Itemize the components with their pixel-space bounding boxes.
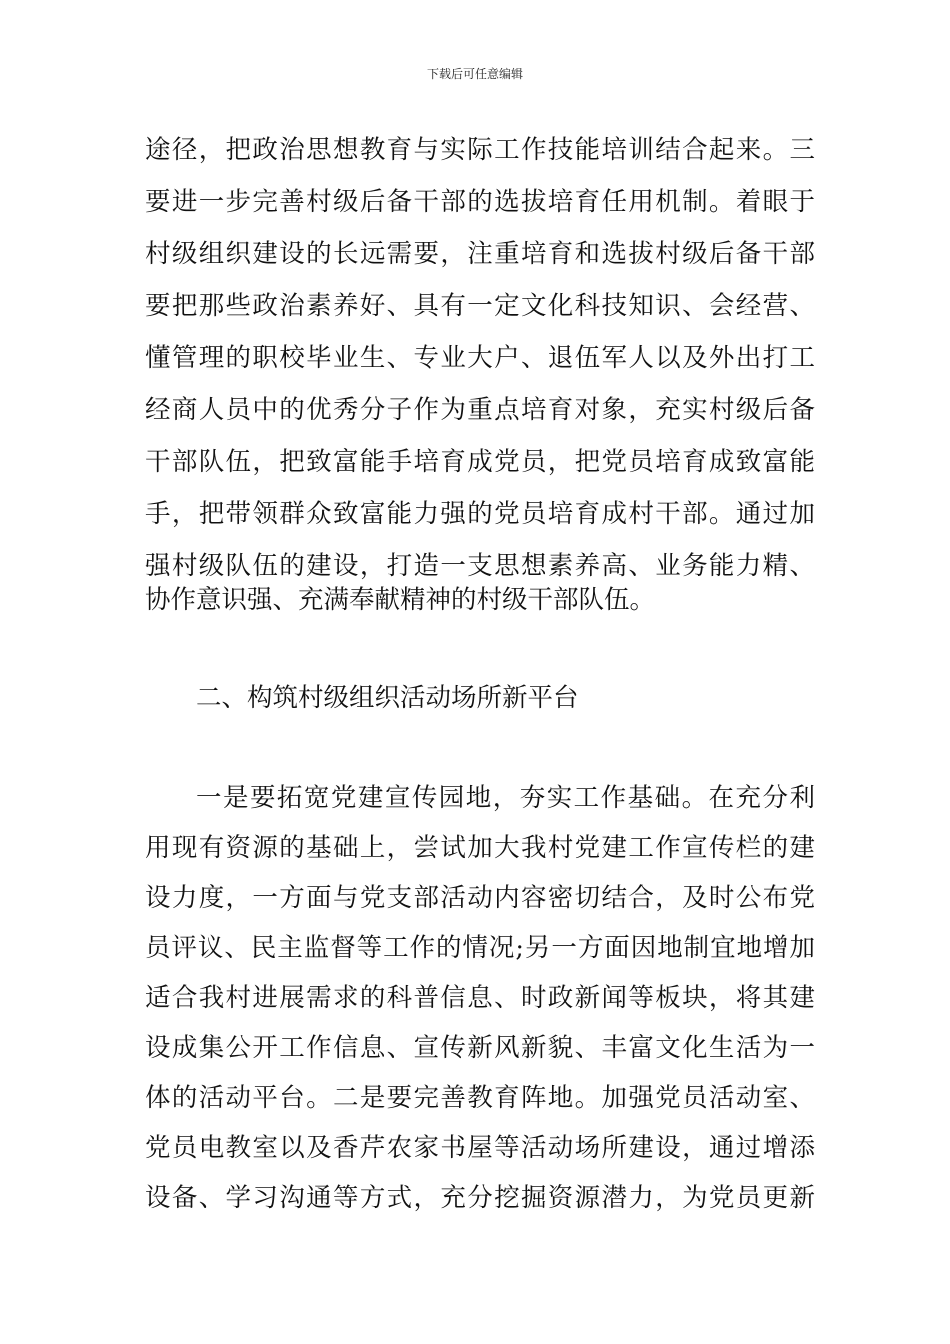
paragraph-1-line: 经商人员中的优秀分子作为重点培育对象，充实村级后备 (145, 395, 815, 425)
paragraph-1-line: 干部队伍，把致富能手培育成党员，把党员培育成致富能 (145, 447, 815, 477)
paragraph-2-line: 设成集公开工作信息、宣传新风新貌、丰富文化生活为一 (145, 1033, 815, 1063)
paragraph-1-line: 途径，把政治思想教育与实际工作技能培训结合起来。三 (145, 135, 815, 165)
paragraph-2-line: 一是要拓宽党建宣传园地，夯实工作基础。在充分利 (196, 783, 815, 813)
paragraph-1-line: 手，把带领群众致富能力强的党员培育成村干部。通过加 (145, 499, 815, 529)
paragraph-1-line: 要进一步完善村级后备干部的选拔培育任用机制。着眼于 (145, 187, 815, 217)
paragraph-2-line: 设力度，一方面与党支部活动内容密切结合，及时公布党 (145, 883, 815, 913)
paragraph-1-line: 懂管理的职校毕业生、专业大户、退伍军人以及外出打工 (145, 343, 815, 373)
paragraph-2-line: 用现有资源的基础上，尝试加大我村党建工作宣传栏的建 (145, 833, 815, 863)
paragraph-1-line: 协作意识强、充满奉献精神的村级干部队伍。 (145, 585, 656, 615)
paragraph-1-line: 要把那些政治素养好、具有一定文化科技知识、会经营、 (145, 291, 815, 321)
page-header-note: 下载后可任意编辑 (426, 67, 523, 81)
paragraph-1-line: 村级组织建设的长远需要，注重培育和选拔村级后备干部 (145, 239, 815, 269)
paragraph-2-line: 设备、学习沟通等方式，充分挖掘资源潜力，为党员更新 (145, 1183, 815, 1213)
section-heading: 二、构筑村级组织活动场所新平台 (196, 683, 579, 713)
paragraph-2-line: 党员电教室以及香芹农家书屋等活动场所建设，通过增添 (145, 1133, 815, 1163)
paragraph-2-line: 适合我村进展需求的科普信息、时政新闻等板块，将其建 (145, 983, 815, 1013)
paragraph-2-line: 体的活动平台。二是要完善教育阵地。加强党员活动室、 (145, 1083, 815, 1113)
paragraph-2-line: 员评议、民主监督等工作的情况;另一方面因地制宜地增加 (145, 933, 815, 963)
paragraph-1-line: 强村级队伍的建设，打造一支思想素养高、业务能力精、 (145, 551, 815, 581)
